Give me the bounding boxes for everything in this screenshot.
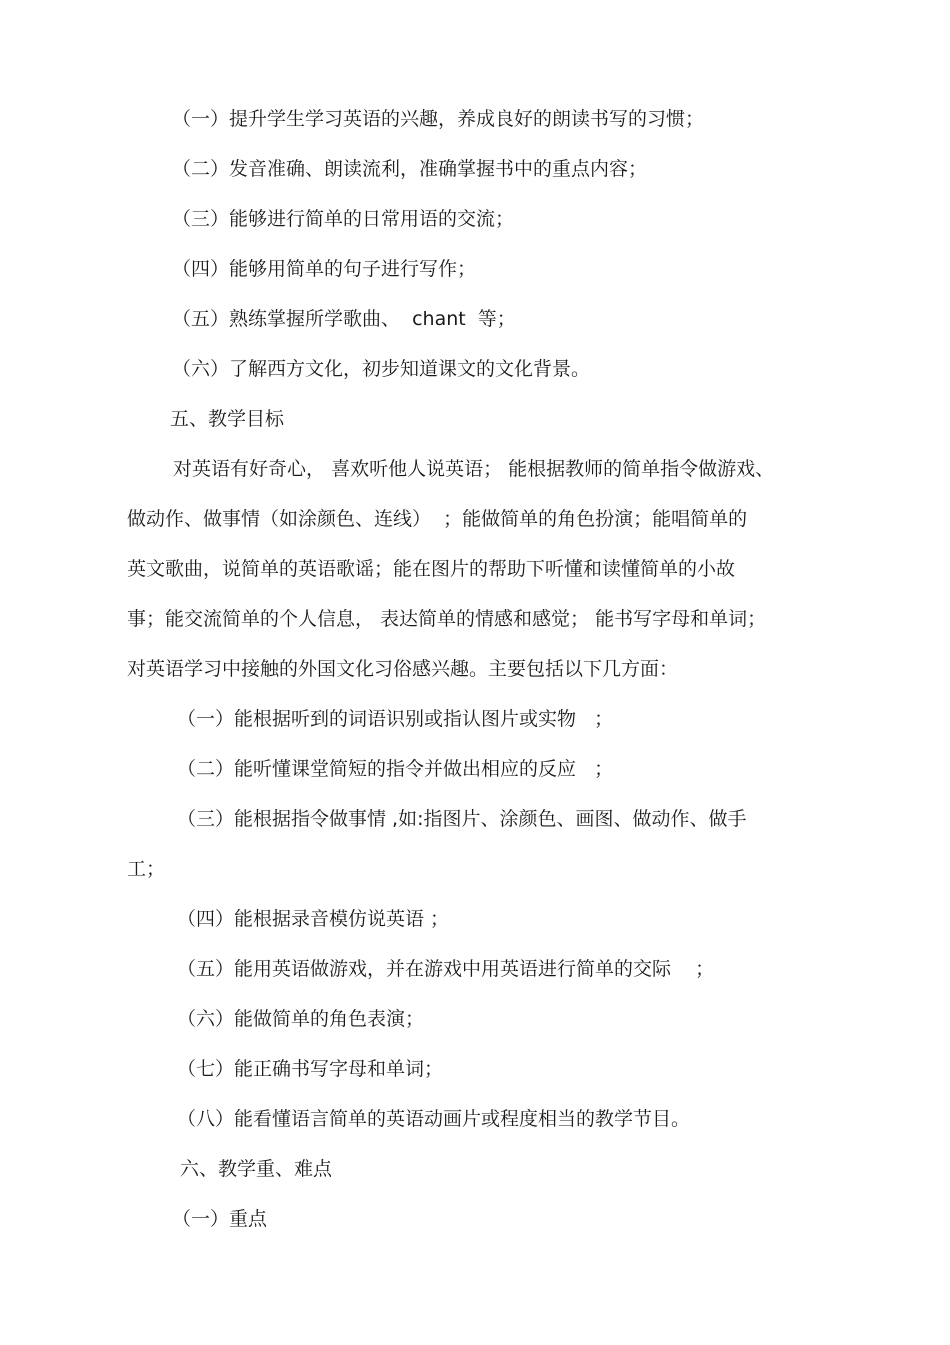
ability-item-4: （四）能根据录音模仿说英语 ； — [177, 908, 450, 930]
paragraph-line-4: 事；能交流简单的个人信息， 表达简单的情感和感觉； 能书写字母和单词； — [127, 608, 767, 630]
ability-item-8: （八）能看懂语言简单的英语动画片或程度相当的教学节目。 — [177, 1108, 691, 1130]
section-heading-teaching-goals: 五、教学目标 — [170, 408, 285, 430]
ability-item-7: （七）能正确书写字母和单词； — [177, 1058, 444, 1080]
ability-item-2: （二）能听懂课堂简短的指令并做出相应的反应 ； — [177, 758, 614, 780]
paragraph-line-5: 对英语学习中接触的外国文化习俗感兴趣。主要包括以下几方面： — [127, 658, 679, 680]
ability-item-5: （五）能用英语做游戏，并在游戏中用英语进行简单的交际 ； — [177, 958, 715, 980]
goal-item-1: （一）提升学生学习英语的兴趣，养成良好的朗读书写的习惯； — [172, 108, 705, 130]
sub-heading-key-points: （一）重点 — [172, 1208, 268, 1230]
ability-item-6: （六）能做简单的角色表演； — [177, 1008, 425, 1030]
ability-item-3-continuation: 工； — [127, 858, 166, 880]
paragraph-line-2: 做动作、做事情（如涂颜色、连线） ；能做简单的角色扮演；能唱简单的 — [127, 508, 748, 530]
goal-item-6: （六）了解西方文化，初步知道课文的文化背景。 — [172, 358, 591, 380]
section-heading-key-points: 六、教学重、难点 — [180, 1158, 333, 1180]
paragraph-line-1: 对英语有好奇心， 喜欢听他人说英语； 能根据教师的简单指令做游戏、 — [167, 458, 775, 480]
paragraph-line-3: 英文歌曲，说简单的英语歌谣；能在图片的帮助下听懂和读懂简单的小故 — [127, 558, 736, 580]
ability-item-3: （三）能根据指令做事情 ,如:指图片、涂颜色、画图、做动作、做手 — [177, 808, 747, 830]
goal-item-4: （四）能够用简单的句子进行写作； — [172, 258, 477, 280]
goal-item-2: （二）发音准确、朗读流利，准确掌握书中的重点内容； — [172, 158, 648, 180]
ability-item-1: （一）能根据听到的词语识别或指认图片或实物 ； — [177, 708, 614, 730]
goal-item-5: （五）熟练掌握所学歌曲、 chant 等； — [172, 308, 516, 330]
goal-item-3: （三）能够进行简单的日常用语的交流； — [172, 208, 515, 230]
